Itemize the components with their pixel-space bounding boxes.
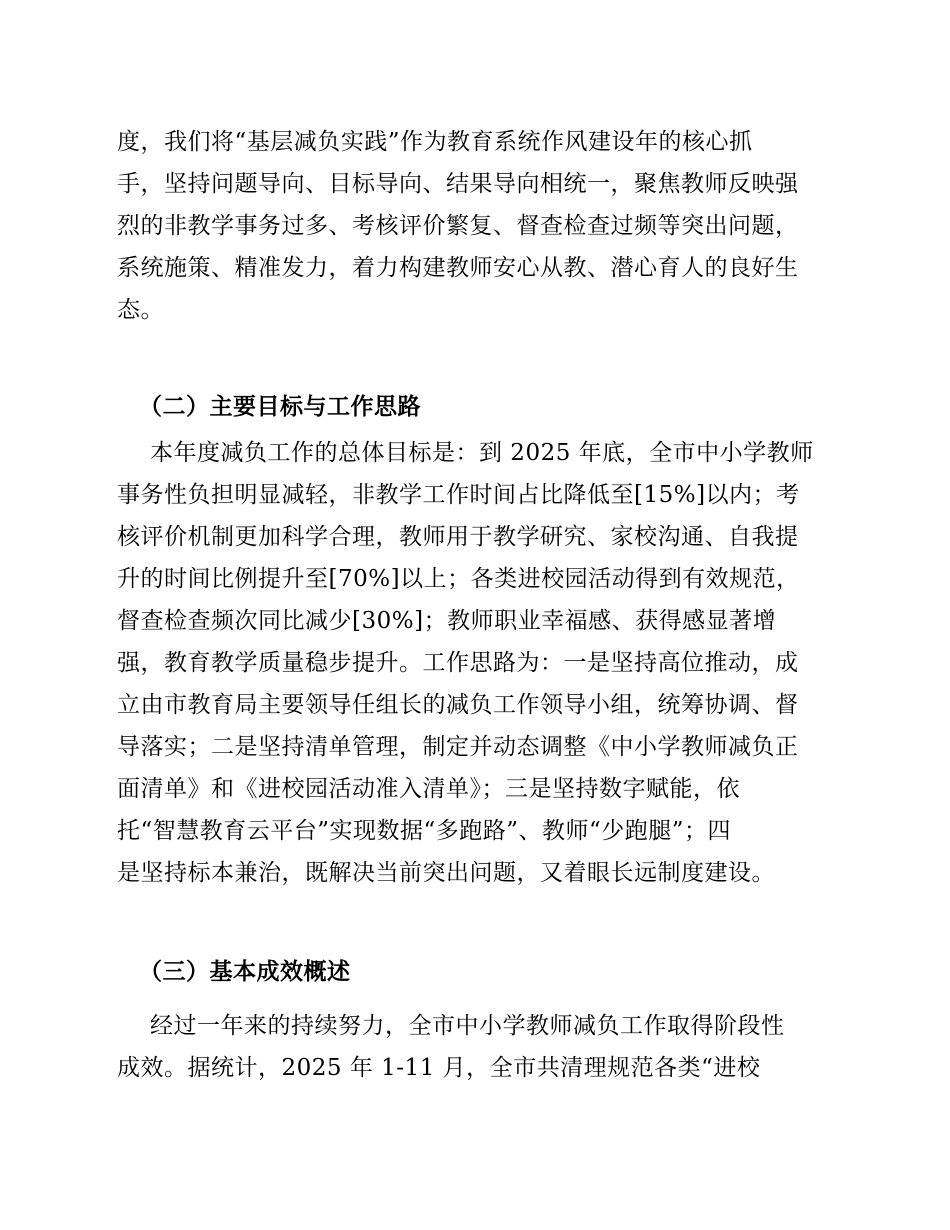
section-heading-goals: （二）主要目标与工作思路 — [139, 393, 421, 420]
body-text-line: 本年度减负工作的总体目标是：到 2025 年底，全市中小学教师 — [150, 440, 814, 466]
body-text-line: 督查检查频次同比减少[30%]；教师职业幸福感、获得感显著增 — [117, 608, 777, 634]
body-text-line: 导落实；二是坚持清单管理，制定并动态调整《中小学教师减负正 — [117, 734, 799, 760]
body-text-line: 核评价机制更加科学合理，教师用于教学研究、家校沟通、自我提 — [117, 524, 799, 550]
body-text-line: 升的时间比例提升至[70%]以上；各类进校园活动得到有效规范， — [117, 566, 800, 592]
body-text-line: 手，坚持问题导向、目标导向、结果导向相统一，聚焦教师反映强 — [117, 171, 799, 197]
body-text-line: 度，我们将“基层减负实践”作为教育系统作风建设年的核心抓 — [117, 129, 753, 155]
body-text-line: 系统施策、精准发力，着力构建教师安心从教、潜心育人的良好生 — [117, 255, 799, 281]
body-text-line: 托“智慧教育云平台”实现数据“多跑路”、教师“少跑腿”；四 — [117, 818, 732, 844]
body-text-line: 强，教育教学质量稳步提升。工作思路为：一是坚持高位推动，成 — [117, 650, 799, 676]
body-text-line: 事务性负担明显减轻，非教学工作时间占比降低至[15%]以内；考 — [117, 482, 800, 508]
body-text-line: 烈的非教学事务过多、考核评价繁复、督查检查过频等突出问题， — [117, 213, 799, 239]
body-text-line: 立由市教育局主要领导任组长的减负工作领导小组，统筹协调、督 — [117, 692, 799, 718]
body-text-line: 经过一年来的持续努力，全市中小学教师减负工作取得阶段性 — [150, 1013, 785, 1039]
body-text-line: 是坚持标本兼治，既解决当前突出问题，又着眼长远制度建设。 — [117, 860, 775, 886]
body-text-line: 成效。据统计，2025 年 1-11 月，全市共清理规范各类“进校 — [117, 1055, 761, 1081]
body-text-line: 面清单》和《进校园活动准入清单》；三是坚持数字赋能，依 — [117, 776, 740, 802]
body-text-line: 态。 — [117, 297, 164, 323]
section-heading-results: （三）基本成效概述 — [139, 958, 351, 985]
